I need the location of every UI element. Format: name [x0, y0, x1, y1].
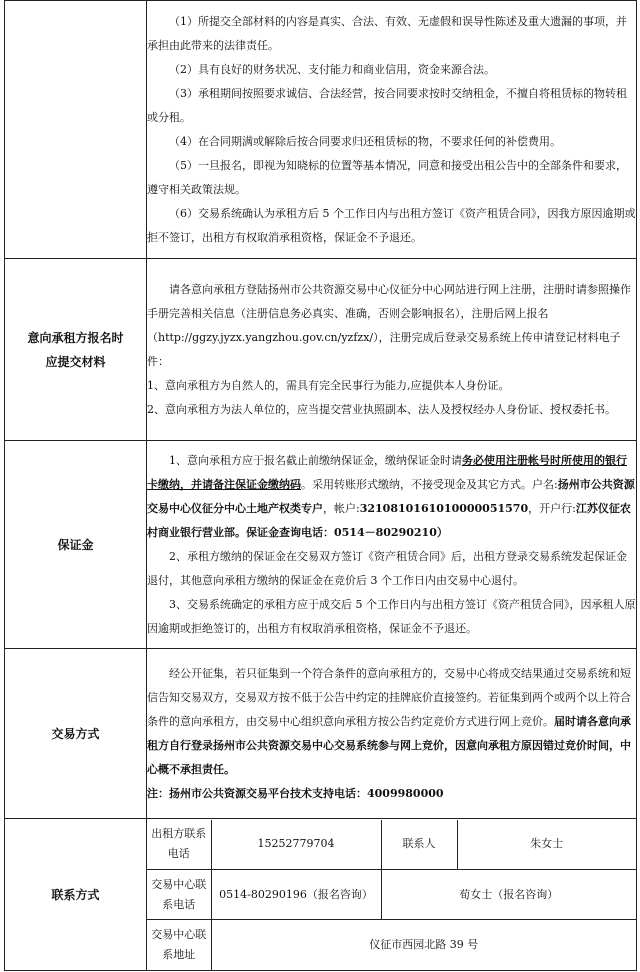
contact-row-lessor [147, 820, 636, 870]
deposit-text: 1、意向承租方应于报名截止前缴纳保证金，缴纳保证金时请 [169, 453, 462, 467]
deposit-paragraph-3: 3、交易系统确定的承租方应于成交后 5 个工作日内与出租方签订《资产租赁合同》，因承租人原因逾期或拒绝签订的，出租方有权取消承租资格，保证金不予退还。 [147, 597, 636, 635]
trade-text: 经公开征集，若只征集到一个符合条件的意向承租方的，交易中心将成交结果通过交易系统和短信告知交易双方，交易双方按不低于公告中约定的挂牌底价直接签约。若征集到两个或两个以上符合条件的意向承租方，由交易中心组织意向承租方按公告约定竞价方式进行网上竞价。 [147, 666, 631, 728]
conditions-content [147, 1, 637, 259]
materials-content [147, 259, 637, 441]
deposit-paragraph-1 [147, 449, 636, 545]
materials-item: 1、意向承租方为自然人的，需具有完全民事行为能力,应提供本人身份证。 [147, 378, 510, 392]
trade-content [147, 649, 637, 819]
contact-row-address [147, 920, 636, 970]
deposit-text: ，开户行: [528, 501, 576, 515]
bank-name: 江苏仪征农村商业银行营业部。 [147, 501, 631, 539]
deposit-row [5, 441, 637, 649]
center-person: 荀女士（报名咨询） [381, 870, 636, 920]
materials-intro: 请各意向承租方登陆扬州市公共资源交易中心仪征分中心网站进行网上注册，注册时请参照操作手册完善相关信息（注册信息务必真实、准确，否则会影响报名），注册后网上报名（http://ggzy.jyzx.yangzhou.gov.cn/yzfzx/），注册完成后登录交易系统上传申请登记材料电子件： [147, 282, 631, 368]
lessor-person: 朱女士 [457, 820, 636, 870]
deposit-emphasis: 务必使用注册帐号时所使用的银行卡缴纳，并请备注保证金缴纳码 [147, 453, 627, 491]
contact-row-center [147, 870, 636, 920]
deposit-paragraph-2: 2、承租方缴纳的保证金在交易双方签订《资产租赁合同》后，出租方登录交易系统发起保证金退付，其他意向承租方缴纳的保证金在竞价后 3 个工作日内由交易中心退付。 [147, 549, 627, 587]
lessor-person-label: 联系人 [381, 820, 457, 870]
conditions-label-cell [5, 1, 147, 259]
deposit-text: ，帐户: [323, 501, 360, 515]
condition-item: （6）交易系统确认为承租方后 5 个工作日内与出租方签订《资产租赁合同》，因我方原因逾期或拒不签订，出租方有权取消承租资格，保证金不予退还。 [147, 206, 636, 244]
lessor-phone-label: 出租方联系电话 [147, 820, 211, 870]
deposit-label: 保证金 [5, 441, 147, 649]
contact-row [5, 819, 637, 971]
trade-emphasis: 届时请各意向承租方自行登录扬州市公共资源交易中心交易系统参与网上竞价，因意向承租方原因错过竞价时间，中心概不承担责任。 [147, 714, 631, 776]
condition-item: （2）具有良好的财务状况、支付能力和商业信用，资金来源合法。 [169, 62, 495, 76]
condition-item: （4）在合同期满或解除后按合同要求归还租赁标的物，不要求任何的补偿费用。 [169, 134, 561, 148]
contact-label: 联系方式 [5, 819, 147, 971]
materials-label [5, 259, 147, 441]
center-phone: 0514-80290196（报名咨询） [211, 870, 381, 920]
trade-row [5, 649, 637, 819]
lessor-phone: 15252779704 [211, 820, 381, 870]
trade-note: 注：扬州市公共资源交易平台技术支持电话：4009980000 [147, 786, 444, 800]
deposit-text: 。采用转账形式缴纳，不接受现金及其它方式。户名: [301, 477, 558, 491]
materials-item: 2、意向承租方为法人单位的，应当提交营业执照副本、法人及授权经办人身份证、授权委托书。 [147, 402, 616, 416]
account-number: 3210810161010000051570 [359, 501, 529, 515]
materials-row [5, 259, 637, 441]
condition-item: （5）一旦报名，即视为知晓标的位置等基本情况，同意和接受出租公告中的全部条件和要求，遵守相关政策法规。 [147, 158, 627, 196]
condition-item: （1）所提交全部材料的内容是真实、合法、有效、无虚假和误导性陈述及重大遗漏的事项，并承担由此带来的法律责任。 [147, 14, 627, 52]
trade-label: 交易方式 [5, 649, 147, 819]
center-address-label: 交易中心联系地址 [147, 920, 211, 970]
deposit-content [147, 441, 637, 649]
center-address: 仪征市西园北路 39 号 [211, 920, 636, 970]
center-phone-label: 交易中心联系电话 [147, 870, 211, 920]
deposit-query-phone: 保证金查询电话：0514－80290210） [246, 525, 448, 539]
materials-label-line1: 意向承租方报名时 [27, 330, 124, 345]
contact-table [147, 820, 636, 970]
trade-paragraph [147, 662, 636, 782]
account-name: 扬州市公共资源交易中心仪征分中心土地产权类专户 [147, 477, 635, 515]
condition-item: （3）承租期间按照要求诚信、合法经营，按合同要求按时交纳租金，不擅自将租赁标的物转租或分租。 [147, 86, 627, 124]
conditions-row [5, 1, 637, 259]
materials-label-line2: 应提交材料 [45, 354, 106, 369]
announcement-table [4, 0, 637, 971]
contact-content [147, 819, 637, 971]
